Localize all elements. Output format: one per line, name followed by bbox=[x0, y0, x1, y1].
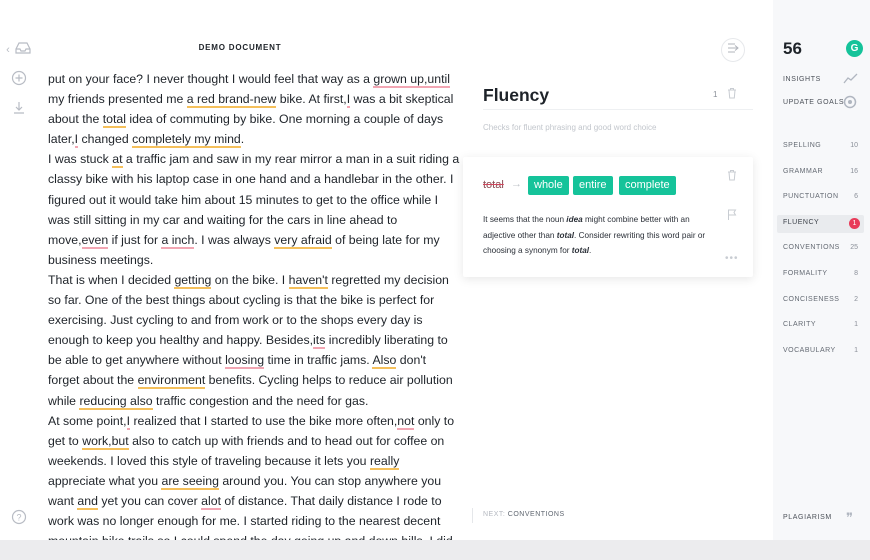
text-segment: . bbox=[589, 246, 592, 255]
trash-icon[interactable] bbox=[727, 87, 739, 101]
document-line[interactable] bbox=[48, 350, 448, 370]
category-count: 6 bbox=[854, 193, 858, 201]
category-count: 10 bbox=[850, 142, 858, 149]
text-segment: At some point, bbox=[48, 413, 127, 428]
category-label: FLUENCY bbox=[783, 218, 820, 226]
flagged-word[interactable]: total bbox=[102, 112, 126, 127]
flagged-word[interactable]: haven't bbox=[288, 272, 328, 287]
next-category-label: CONVENTIONS bbox=[507, 511, 565, 518]
left-rail bbox=[0, 0, 38, 540]
document-line[interactable] bbox=[48, 149, 460, 169]
text-segment: might combine better with an adjective other than bbox=[483, 215, 690, 240]
document-line[interactable] bbox=[48, 69, 448, 89]
document-line[interactable] bbox=[48, 431, 448, 451]
text-segment: yet you can cover bbox=[97, 493, 202, 508]
text-segment: It seems that the noun bbox=[483, 215, 567, 224]
flagged-word[interactable]: work,but bbox=[82, 433, 129, 448]
flagged-word[interactable]: environment bbox=[137, 373, 206, 388]
suggestion-explanation bbox=[483, 212, 723, 259]
text-segment: I was stuck bbox=[48, 152, 113, 167]
category-clarity[interactable] bbox=[777, 317, 864, 335]
flagged-word[interactable]: reducing also bbox=[79, 393, 153, 408]
flagged-word[interactable]: getting bbox=[174, 272, 212, 287]
category-count-badge: 1 bbox=[849, 218, 860, 229]
text-segment: benefits. Cycling helps to reduce air pollution bbox=[205, 373, 453, 388]
text-segment: traffic congestion and the need for gas. bbox=[152, 393, 369, 408]
category-spelling[interactable] bbox=[777, 138, 864, 156]
document-line[interactable] bbox=[48, 190, 448, 210]
text-segment: classy bike with his laptop case in one hand and a handlebar in the other. I bbox=[48, 172, 454, 187]
category-label: CONCISENESS bbox=[783, 295, 840, 303]
score-sidebar bbox=[773, 0, 870, 540]
inbox-icon[interactable] bbox=[13, 40, 33, 60]
replacement-chip[interactable]: whole bbox=[528, 176, 569, 195]
text-segment: later, bbox=[48, 132, 75, 147]
divider bbox=[472, 508, 473, 523]
text-segment: time in traffic jams. bbox=[264, 353, 373, 368]
flagged-word[interactable]: not bbox=[397, 413, 415, 428]
chart-line-icon[interactable] bbox=[843, 72, 859, 87]
emphasized-word: idea bbox=[566, 215, 583, 224]
replacement-chip[interactable]: entire bbox=[573, 176, 613, 195]
text-segment: of distance. That daily distance I rode to bbox=[220, 493, 442, 508]
svg-text:?: ? bbox=[16, 512, 22, 523]
flagged-word[interactable]: its bbox=[313, 333, 326, 348]
document-editor[interactable] bbox=[48, 69, 460, 540]
category-label: PUNCTUATION bbox=[783, 193, 839, 201]
category-fluency[interactable] bbox=[777, 215, 864, 233]
question-icon[interactable] bbox=[9, 509, 29, 529]
category-count: 1 bbox=[854, 346, 858, 354]
category-description: Checks for fluent phrasing and good word choice bbox=[483, 123, 657, 132]
category-grammar[interactable] bbox=[777, 164, 864, 182]
divider bbox=[483, 109, 753, 110]
flagged-word[interactable]: really bbox=[369, 453, 400, 468]
text-segment: be able to get anywhere without bbox=[48, 353, 226, 368]
category-title: Fluency bbox=[483, 85, 550, 105]
flagged-word[interactable]: are seeing bbox=[161, 473, 219, 488]
document-line[interactable] bbox=[48, 370, 453, 390]
flagged-word[interactable]: and bbox=[77, 493, 98, 508]
text-segment: while bbox=[48, 393, 80, 408]
flagged-word[interactable]: a inch bbox=[161, 232, 195, 247]
document-title[interactable]: DEMO DOCUMENT bbox=[198, 43, 282, 52]
text-segment: don't bbox=[396, 353, 427, 368]
text-segment: of being late for my bbox=[331, 232, 440, 247]
trash-icon[interactable] bbox=[727, 169, 737, 184]
text-segment: . I was always bbox=[194, 232, 275, 247]
flagged-word[interactable]: a red brand-new bbox=[186, 92, 277, 107]
flagged-word[interactable]: I bbox=[74, 132, 79, 147]
flagged-word[interactable]: very afraid bbox=[274, 232, 332, 247]
text-segment: move, bbox=[48, 232, 82, 247]
flagged-word[interactable]: at bbox=[112, 152, 123, 167]
text-segment: realized that I started to use the bike more often, bbox=[130, 413, 398, 428]
quote-icon[interactable]: ❞ bbox=[846, 510, 853, 525]
document-line[interactable] bbox=[48, 270, 448, 290]
text-segment: work was no longer enough for me. I started riding to the nearest decent bbox=[48, 514, 441, 529]
original-word: total bbox=[483, 179, 504, 191]
category-label: VOCABULARY bbox=[783, 346, 836, 354]
text-segment: was a bit skeptical bbox=[350, 92, 454, 107]
category-count: 25 bbox=[850, 244, 858, 252]
document-line[interactable] bbox=[48, 290, 448, 310]
insights-link[interactable]: INSIGHTS bbox=[783, 76, 821, 83]
text-segment: enough to keep you healthy and happy. Besides, bbox=[48, 333, 314, 348]
flagged-word[interactable]: I bbox=[346, 92, 351, 107]
category-label: FORMALITY bbox=[783, 270, 828, 277]
text-segment: bike. At first, bbox=[276, 92, 347, 107]
document-line[interactable] bbox=[48, 310, 448, 330]
category-count: 8 bbox=[854, 270, 858, 277]
text-segment: figured out it would take him about 15 minutes to get to the office while I bbox=[48, 192, 439, 207]
text-segment: forget about the bbox=[48, 373, 138, 388]
text-segment: if just for bbox=[108, 232, 162, 247]
chevron-left-icon[interactable]: ‹ bbox=[6, 44, 10, 56]
plagiarism-link[interactable]: PLAGIARISM bbox=[783, 514, 832, 521]
text-segment: weekends. I loved this style of traveling because it lets you bbox=[48, 453, 370, 468]
category-conciseness[interactable] bbox=[777, 292, 864, 310]
document-line[interactable] bbox=[48, 169, 454, 189]
text-segment: business meetings. bbox=[48, 252, 154, 267]
document-line[interactable] bbox=[48, 89, 454, 109]
category-label: GRAMMAR bbox=[783, 167, 824, 175]
document-line[interactable] bbox=[48, 451, 448, 471]
text-segment: a traffic jam and saw in my rear mirror a man in a suit riding a bbox=[122, 152, 460, 167]
text-segment: about the bbox=[48, 112, 103, 127]
document-line[interactable] bbox=[48, 109, 448, 129]
category-punctuation[interactable] bbox=[777, 189, 864, 207]
category-label: SPELLING bbox=[783, 142, 822, 149]
document-line[interactable] bbox=[48, 250, 448, 270]
text-segment: exercising. Just cycling to and from work or to the shops every day is bbox=[48, 313, 423, 328]
text-segment: was still sitting in my car and waiting for the cars in line ahead to bbox=[48, 212, 398, 227]
next-prefix: NEXT: bbox=[483, 511, 506, 518]
text-segment: regretted my decision bbox=[327, 272, 449, 287]
text-segment: incredibly liberating to bbox=[325, 333, 448, 348]
text-segment: so far. One of the best things about cycling is that the bike is perfect for bbox=[48, 293, 435, 308]
flagged-word[interactable]: grown up,until bbox=[373, 72, 450, 86]
replacement-chip[interactable]: complete bbox=[619, 176, 676, 195]
text-segment: on the bike. I bbox=[211, 272, 289, 287]
category-formality[interactable] bbox=[777, 266, 864, 284]
update-goals-link[interactable]: UPDATE GOALS bbox=[783, 99, 845, 106]
document-line[interactable] bbox=[48, 471, 448, 491]
download-icon[interactable] bbox=[9, 100, 29, 120]
collapse-panel-icon[interactable] bbox=[721, 38, 745, 62]
text-segment: changed bbox=[78, 132, 133, 147]
category-vocabulary[interactable] bbox=[777, 343, 864, 361]
text-segment: around you. You can stop anywhere you bbox=[218, 473, 442, 488]
suggestion-card[interactable] bbox=[463, 157, 753, 277]
category-count: 16 bbox=[850, 167, 858, 175]
flag-icon[interactable] bbox=[727, 209, 737, 224]
text-segment: . Consider rewriting this word pair or choosing a synonym for bbox=[483, 230, 706, 255]
text-segment: appreciate what you bbox=[48, 473, 162, 488]
plus-circle-icon[interactable] bbox=[9, 70, 29, 90]
document-line[interactable] bbox=[48, 129, 448, 149]
text-segment: want bbox=[48, 493, 78, 508]
target-icon[interactable] bbox=[843, 95, 857, 112]
flagged-word[interactable]: I bbox=[126, 413, 131, 428]
text-segment: only to bbox=[414, 413, 455, 428]
more-dots-icon[interactable]: ••• bbox=[725, 253, 739, 264]
document-line[interactable] bbox=[48, 391, 448, 411]
category-label: CLARITY bbox=[783, 321, 817, 329]
category-label: CONVENTIONS bbox=[783, 244, 840, 252]
category-count: 1 bbox=[854, 321, 858, 329]
flagged-word[interactable]: Also bbox=[372, 353, 397, 368]
category-conventions[interactable] bbox=[777, 240, 864, 258]
text-segment: put on your face? I never thought I would feel that way as a bbox=[48, 72, 374, 86]
document-line[interactable] bbox=[48, 330, 448, 350]
grammarly-logo[interactable]: G bbox=[846, 40, 863, 57]
next-category-link[interactable] bbox=[483, 511, 565, 518]
document-line[interactable] bbox=[48, 491, 448, 511]
document-line[interactable] bbox=[48, 210, 448, 230]
flagged-word[interactable]: alot bbox=[201, 493, 221, 508]
bottom-bar bbox=[0, 540, 870, 560]
arrow-right-icon: → bbox=[511, 178, 522, 190]
text-segment: That is when I decided bbox=[48, 272, 175, 287]
category-count: 1 bbox=[713, 90, 718, 99]
text-segment: my friends presented me bbox=[48, 92, 187, 107]
flagged-word[interactable]: loosing bbox=[225, 353, 265, 368]
text-segment: also to catch up with friends and to head out for coffee on bbox=[128, 433, 445, 448]
document-line[interactable] bbox=[48, 411, 455, 431]
flagged-word[interactable]: completely my mind bbox=[132, 132, 241, 147]
emphasized-word: total bbox=[571, 246, 590, 255]
category-count: 2 bbox=[854, 295, 858, 303]
document-line[interactable] bbox=[48, 230, 448, 250]
overall-score: 56 bbox=[783, 39, 802, 58]
text-segment: get to bbox=[48, 433, 83, 448]
text-segment: idea of commuting by bike. One morning a couple of days bbox=[125, 112, 444, 127]
emphasized-word: total bbox=[556, 230, 575, 240]
text-segment: . bbox=[240, 132, 245, 147]
flagged-word[interactable]: even bbox=[81, 232, 109, 247]
document-line[interactable] bbox=[48, 511, 448, 531]
